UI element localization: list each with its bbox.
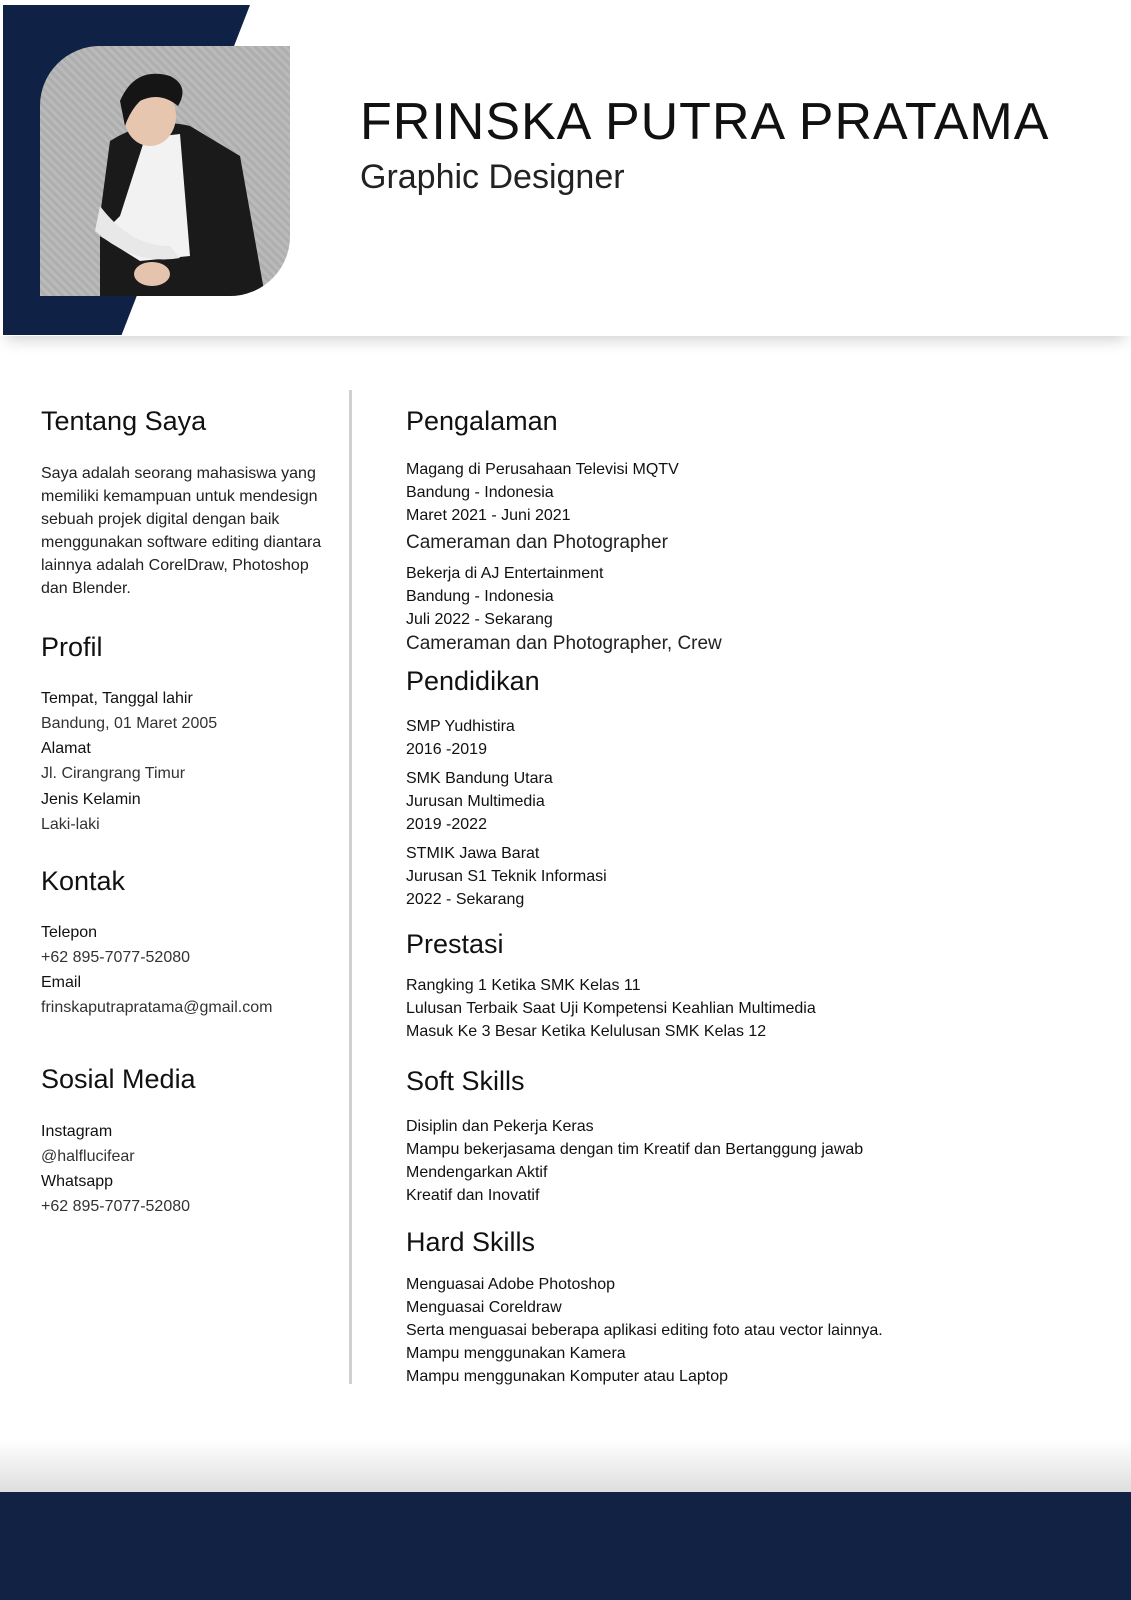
education-major: Jurusan S1 Teknik Informasi <box>406 868 607 885</box>
social-label-instagram: Instagram <box>41 1123 113 1140</box>
about-title: Tentang Saya <box>41 406 207 436</box>
hard-skill-item: Serta menguasai beberapa aplikasi editing foto atau vector lainnya. <box>406 1322 883 1339</box>
experience-place: Magang di Perusahaan Televisi MQTV <box>406 461 679 478</box>
profile-label-birth: Tempat, Tanggal lahir <box>41 690 193 707</box>
profile-value-birth: Bandung, 01 Maret 2005 <box>41 715 218 732</box>
education-title: Pendidikan <box>406 666 540 696</box>
achievement-item: Lulusan Terbaik Saat Uji Kompetensi Keahlian Multimedia <box>406 1000 816 1017</box>
hard-skill-item: Mampu menggunakan Komputer atau Laptop <box>406 1368 728 1385</box>
soft-skill-item: Mendengarkan Aktif <box>406 1164 548 1181</box>
footer-band <box>0 1492 1131 1600</box>
education-period: 2022 - Sekarang <box>406 891 525 908</box>
experience-period: Juli 2022 - Sekarang <box>406 611 553 628</box>
soft-skill-item: Disiplin dan Pekerja Keras <box>406 1118 594 1135</box>
hard-skill-item: Mampu menggunakan Kamera <box>406 1345 626 1362</box>
contact-value-phone: +62 895-7077-52080 <box>41 949 191 966</box>
experience-location: Bandung - Indonesia <box>406 484 554 501</box>
education-major: Jurusan Multimedia <box>406 793 545 810</box>
education-period: 2019 -2022 <box>406 816 487 833</box>
footer-shadow <box>0 1440 1131 1492</box>
soft-skill-item: Mampu bekerjasama dengan tim Kreatif dan Bertanggung jawab <box>406 1141 864 1158</box>
achievements-title: Prestasi <box>406 929 504 959</box>
hard-skill-item: Menguasai Coreldraw <box>406 1299 562 1316</box>
soft-skills-title: Soft Skills <box>406 1066 525 1096</box>
social-value-whatsapp: +62 895-7077-52080 <box>41 1198 191 1215</box>
social-label-whatsapp: Whatsapp <box>41 1173 114 1190</box>
about-text: Saya adalah seorang mahasiswa yang memiliki kemampuan untuk mendesign sebuah projek digital dengan baik menggunakan software editing diantara lainnya adalah CorelDraw, Photoshop dan Blender. <box>41 465 322 597</box>
hard-skills-title: Hard Skills <box>406 1227 536 1257</box>
experience-role: Cameraman dan Photographer <box>406 532 668 553</box>
social-title: Sosial Media <box>41 1064 196 1094</box>
hard-skill-item: Menguasai Adobe Photoshop <box>406 1276 616 1293</box>
column-divider <box>349 390 352 1384</box>
profile-label-address: Alamat <box>41 740 91 757</box>
contact-label-email: Email <box>41 974 82 991</box>
profile-value-gender: Laki-laki <box>41 816 100 833</box>
achievement-item: Masuk Ke 3 Besar Ketika Kelulusan SMK Kelas 12 <box>406 1023 767 1040</box>
candidate-role: Graphic Designer <box>360 158 625 196</box>
education-period: 2016 -2019 <box>406 741 487 758</box>
candidate-name: FRINSKA PUTRA PRATAMA <box>360 93 1050 151</box>
achievement-item: Rangking 1 Ketika SMK Kelas 11 <box>406 977 641 994</box>
profile-title: Profil <box>41 632 103 662</box>
contact-label-phone: Telepon <box>41 924 98 941</box>
profile-label-gender: Jenis Kelamin <box>41 791 141 808</box>
education-school: STMIK Jawa Barat <box>406 845 540 862</box>
experience-title: Pengalaman <box>406 406 558 436</box>
contact-value-email[interactable]: frinskaputrapratama@gmail.com <box>41 999 273 1016</box>
profile-value-address: Jl. Cirangrang Timur <box>41 765 186 782</box>
education-school: SMK Bandung Utara <box>406 770 553 787</box>
education-school: SMP Yudhistira <box>406 718 515 735</box>
experience-place: Bekerja di AJ Entertainment <box>406 565 604 582</box>
contact-title: Kontak <box>41 866 126 896</box>
experience-period: Maret 2021 - Juni 2021 <box>406 507 571 524</box>
experience-role: Cameraman dan Photographer, Crew <box>406 633 722 654</box>
experience-location: Bandung - Indonesia <box>406 588 554 605</box>
soft-skill-item: Kreatif dan Inovatif <box>406 1187 540 1204</box>
social-value-instagram[interactable]: @halflucifear <box>41 1148 135 1165</box>
profile-photo <box>40 46 290 296</box>
profile-photo-illustration <box>40 46 290 296</box>
